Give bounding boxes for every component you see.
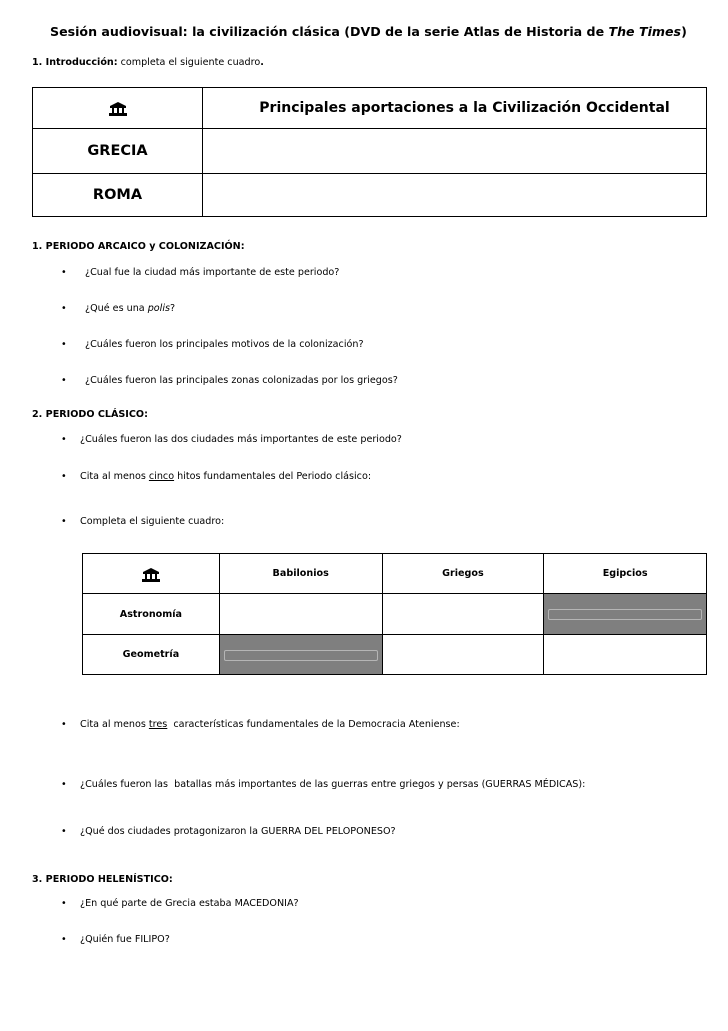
title-italic: The Times	[608, 24, 682, 39]
geometria-babilonios-shaded-cell	[219, 635, 382, 675]
title-text: Sesión audiovisual: la civilización clásica (DVD de la serie Atlas de Historia de	[50, 24, 609, 39]
q-part: ?	[170, 303, 176, 314]
question-text: ¿Quién fue FILIPO?	[80, 934, 170, 945]
science-table	[82, 553, 707, 675]
shaded-field	[548, 609, 702, 620]
question-text: ¿Cual fue la ciudad más importante de este periodo?	[85, 267, 340, 278]
section3-heading: 3. PERIODO HELENÍSTICO:	[32, 874, 173, 885]
list-item: •	[61, 375, 67, 386]
question-text: ¿En qué parte de Grecia estaba MACEDONIA?	[80, 898, 299, 909]
geometria-griegos-cell[interactable]	[382, 635, 544, 675]
table1-header-icon-cell	[33, 88, 203, 129]
intro-text: completa el siguiente cuadro	[117, 57, 261, 68]
col-header-griegos: Griegos	[382, 554, 544, 594]
list-item: •	[61, 779, 67, 790]
title-suffix: )	[681, 24, 687, 39]
list-item: •	[61, 898, 67, 909]
astronomia-egipcios-shaded-cell	[544, 594, 707, 635]
list-item: •	[61, 471, 67, 482]
intro-period: .	[260, 57, 264, 68]
list-item: •	[61, 719, 67, 730]
question-text: ¿Cuáles fueron las batallas más importantes de las guerras entre griegos y persas (GUERRAS MÉDICAS):	[80, 779, 586, 790]
list-item: •	[61, 434, 67, 445]
q-part: Cita al menos	[80, 719, 149, 730]
temple-icon	[109, 102, 127, 116]
question-text	[85, 303, 175, 314]
section1-heading: 1. PERIODO ARCAICO y COLONIZACIÓN:	[32, 241, 245, 252]
grecia-answer-cell[interactable]	[203, 129, 707, 174]
table1-header: Principales aportaciones a la Civilización Occidental	[203, 88, 707, 129]
q-underline: tres	[148, 719, 168, 730]
astronomia-griegos-cell[interactable]	[382, 594, 544, 635]
q-part: hitos fundamentales del Periodo clásico:	[174, 471, 372, 482]
intro-line	[32, 57, 264, 68]
astronomia-babilonios-cell[interactable]	[219, 594, 382, 635]
shaded-field	[224, 650, 378, 661]
question-text	[80, 719, 460, 730]
list-item: •	[61, 303, 67, 314]
q-underline: cinco	[148, 471, 175, 482]
col-header-egipcios: Egipcios	[544, 554, 707, 594]
section2-heading: 2. PERIODO CLÁSICO:	[32, 409, 148, 420]
question-text: ¿Cuáles fueron los principales motivos de la colonización?	[85, 339, 364, 350]
question-text	[80, 471, 371, 482]
list-item: •	[61, 934, 67, 945]
row-label-grecia: GRECIA	[33, 129, 203, 174]
geometria-egipcios-cell[interactable]	[544, 635, 707, 675]
q-part: ¿Qué es una	[85, 303, 148, 314]
q-part: Cita al menos	[80, 471, 149, 482]
contributions-table	[32, 87, 707, 217]
row-label-astronomia: Astronomía	[83, 594, 220, 635]
col-header-babilonios: Babilonios	[219, 554, 382, 594]
q-italic: polis	[147, 303, 171, 314]
document-title	[50, 24, 710, 39]
question-text: ¿Qué dos ciudades protagonizaron la GUERRA DEL PELOPONESO?	[80, 826, 396, 837]
table2-header-icon-cell	[83, 554, 220, 594]
q-part: características fundamentales de la Democracia Ateniense:	[167, 719, 460, 730]
question-text: Completa el siguiente cuadro:	[80, 516, 225, 527]
list-item: •	[61, 339, 67, 350]
list-item: •	[61, 516, 67, 527]
list-item: •	[61, 267, 67, 278]
row-label-geometria: Geometría	[83, 635, 220, 675]
question-text: ¿Cuáles fueron las dos ciudades más importantes de este periodo?	[80, 434, 402, 445]
intro-number: 1. Introducción:	[32, 57, 118, 68]
row-label-roma: ROMA	[33, 174, 203, 217]
temple-icon	[142, 568, 160, 582]
question-text: ¿Cuáles fueron las principales zonas colonizadas por los griegos?	[85, 375, 398, 386]
list-item: •	[61, 826, 67, 837]
roma-answer-cell[interactable]	[203, 174, 707, 217]
